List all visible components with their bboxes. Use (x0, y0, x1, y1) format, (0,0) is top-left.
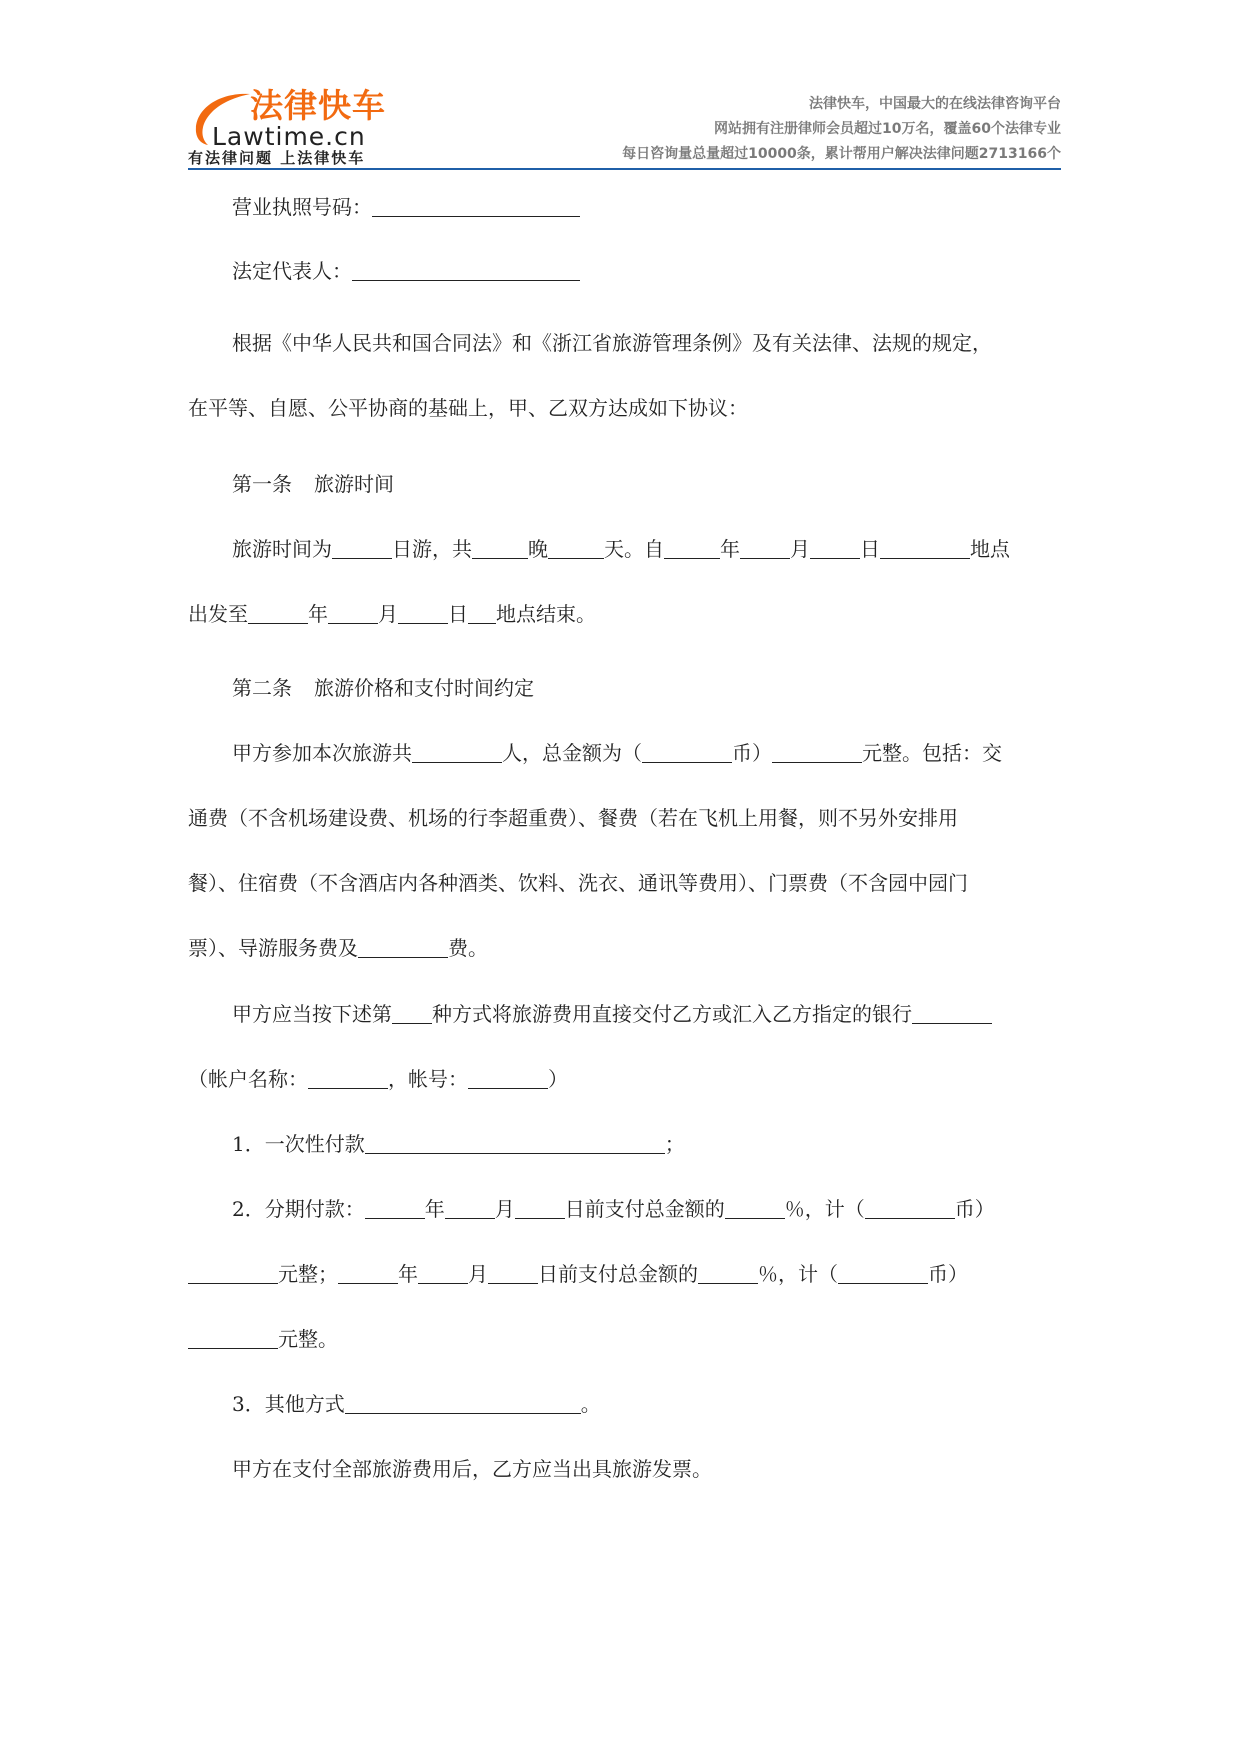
fill-in-blank (188, 1328, 278, 1349)
text-segment: 币） (928, 1262, 968, 1286)
price-line-4 (188, 935, 1061, 961)
fill-in-blank (308, 1068, 388, 1089)
fill-in-blank (468, 603, 496, 624)
text-segment: 月 (494, 1197, 515, 1221)
fill-in-blank (345, 1393, 581, 1414)
travel-time-line-1 (188, 536, 1061, 562)
text-segment: 地点 (970, 537, 1010, 561)
invoice-clause: 甲方在支付全部旅游费用后，乙方应当出具旅游发票。 (232, 1457, 712, 1481)
text-segment: 月 (468, 1262, 488, 1286)
text-segment: ％，计（ (758, 1262, 838, 1286)
lawtime-logo[interactable] (188, 86, 418, 166)
text-segment: 元整； (278, 1262, 338, 1286)
text-segment: 元整。 (278, 1327, 338, 1351)
license-number-line (188, 194, 1061, 220)
fill-in-blank (548, 538, 604, 559)
text-segment: 日 (860, 537, 880, 561)
fill-in-blank (725, 1198, 785, 1219)
text-segment: 甲方应当按下述第 (232, 1002, 392, 1026)
header-rule (188, 168, 1061, 170)
text-segment: 日前支付总金额的 (538, 1262, 698, 1286)
fill-in-blank (328, 603, 378, 624)
text-segment: 第二条 (232, 676, 292, 700)
text-segment: 年 (308, 602, 328, 626)
travel-time-line-2 (188, 601, 1061, 627)
text-segment: 年 (720, 537, 740, 561)
text-segment: 年 (424, 1197, 445, 1221)
text-segment: 旅游价格和支付时间约定 (314, 676, 534, 700)
fill-in-blank (865, 1198, 955, 1219)
fill-in-blank (418, 1263, 468, 1284)
text-segment: 法定代表人： (232, 259, 352, 283)
fill-in-blank (810, 538, 860, 559)
text-segment: ％，计（ (784, 1197, 865, 1221)
option-other (188, 1391, 1061, 1417)
fill-in-blank (188, 1263, 278, 1284)
text-segment: 日前支付总金额的 (564, 1197, 725, 1221)
intro-paragraph-line-2: 在平等、自愿、公平协商的基础上，甲、乙双方达成如下协议： (188, 396, 748, 420)
fill-in-blank (398, 603, 448, 624)
fill-in-blank (338, 1263, 398, 1284)
logo-english: Lawtime.cn (212, 122, 366, 151)
text-segment: 日 (448, 602, 468, 626)
text-segment: （帐户名称： (188, 1067, 308, 1091)
fill-in-blank (740, 538, 790, 559)
price-line-2: 通费（不含机场建设费、机场的行李超重费）、餐费（若在飞机上用餐，则不另外安排用 (188, 806, 958, 830)
fill-in-blank (445, 1198, 495, 1219)
fill-in-blank (912, 1003, 992, 1024)
text-segment: 地点结束。 (496, 602, 596, 626)
price-line-3: 餐）、住宿费（不含酒店内各种酒类、饮料、洗衣、通讯等费用）、门票费（不含园中园门 (188, 871, 968, 895)
text-segment: 1．一次性付款 (232, 1132, 365, 1156)
text-segment: 第一条 (232, 472, 292, 496)
text-segment: 旅游时间为 (232, 537, 332, 561)
fill-in-blank (838, 1263, 928, 1284)
article-2-heading (188, 675, 1061, 701)
license-number-blank (372, 196, 580, 217)
text-segment: 甲方参加本次旅游共 (232, 741, 412, 765)
text-segment: 晚 (528, 537, 548, 561)
legal-representative-blank (352, 260, 580, 281)
text-segment: 3．其他方式 (232, 1392, 345, 1416)
intro-paragraph-line-1: 根据《中华人民共和国合同法》和《浙江省旅游管理条例》及有关法律、法规的规定， (232, 331, 992, 355)
text-segment: 币） (954, 1197, 995, 1221)
text-segment: 种方式将旅游费用直接交付乙方或汇入乙方指定的银行 (432, 1002, 912, 1026)
fill-in-blank (412, 742, 502, 763)
text-segment: ； (664, 1132, 685, 1156)
fill-in-blank (642, 742, 732, 763)
text-segment: 月 (790, 537, 810, 561)
fill-in-blank (515, 1198, 565, 1219)
legal-representative-line (188, 258, 1061, 284)
header-tagline-2: 网站拥有注册律师会员超过10万名，覆盖60个法律专业 (714, 121, 1061, 137)
header-tagline-1: 法律快车，中国最大的在线法律咨询平台 (809, 96, 1061, 112)
fill-in-blank (365, 1133, 665, 1154)
text-segment: 元整。包括：交 (862, 741, 1002, 765)
fill-in-blank (332, 538, 392, 559)
fill-in-blank (698, 1263, 758, 1284)
payment-method-line-2 (188, 1066, 1061, 1092)
option-installment-line-2 (188, 1261, 1061, 1287)
price-line-1 (188, 740, 1061, 766)
fill-in-blank (472, 538, 528, 559)
text-segment: ，帐号： (388, 1067, 468, 1091)
text-segment: 月 (378, 602, 398, 626)
text-segment: 费。 (448, 936, 488, 960)
fill-in-blank (772, 742, 862, 763)
fill-in-blank (248, 603, 308, 624)
page-header (188, 86, 1061, 170)
logo-slogan: 有法律问题 上法律快车 (188, 149, 366, 167)
text-segment: 日游，共 (392, 537, 472, 561)
header-tagline-3: 每日咨询量总量超过10000条，累计帮用户解决法律问题2713166个 (622, 146, 1061, 162)
text-segment: 旅游时间 (314, 472, 394, 496)
text-segment: 票）、导游服务费及 (188, 936, 358, 960)
text-segment: 天。自 (604, 537, 664, 561)
logo-chinese: 法律快车 (250, 86, 386, 125)
article-1-heading (188, 471, 1061, 497)
fill-in-blank (365, 1198, 425, 1219)
payment-method-line-1 (188, 1001, 1061, 1027)
text-segment: 人，总金额为（ (502, 741, 642, 765)
option-installment-line-3 (188, 1326, 1061, 1352)
text-segment: 币） (732, 741, 772, 765)
fill-in-blank (392, 1003, 432, 1024)
option-installment-line-1 (188, 1196, 1061, 1222)
text-segment: 。 (580, 1392, 601, 1416)
text-segment: 出发至 (188, 602, 248, 626)
text-segment: 营业执照号码： (232, 195, 372, 219)
fill-in-blank (880, 538, 970, 559)
fill-in-blank (664, 538, 720, 559)
fill-in-blank (358, 937, 448, 958)
fill-in-blank (468, 1068, 548, 1089)
text-segment: ） (548, 1067, 568, 1091)
text-segment: 年 (398, 1262, 418, 1286)
option-lump-sum (188, 1131, 1061, 1157)
fill-in-blank (488, 1263, 538, 1284)
text-segment: 2．分期付款： (232, 1197, 365, 1221)
